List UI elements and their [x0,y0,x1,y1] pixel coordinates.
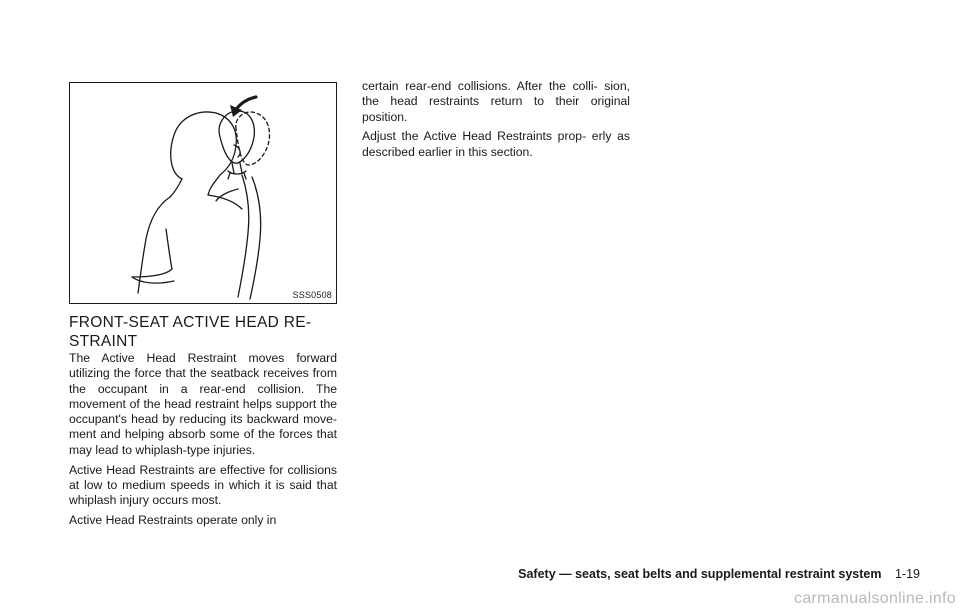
paragraph: The Active Head Restraint moves forward utilizing the force that the seatback receives from the occupant in a rear-end collision. The movement of the head restraint helps support the occupant's head by reducing its backward move- ment and helping absorb some of the forces that may lead to whiplash-type injuries. [69,351,337,457]
paragraph: certain rear-end collisions. After the colli- sion, the head restraints return to their original position. [362,79,630,124]
paragraph: Adjust the Active Head Restraints prop- erly as described earlier in this section. [362,129,630,159]
head-restraint-illustration [70,83,336,303]
seatback [238,175,249,297]
occupant-shoulder [208,195,242,209]
watermark: carmanualsonline.info [794,590,956,607]
paragraph: Active Head Restraints are effective for collisions at low to medium speeds in which it is said that whiplash injury occurs most. [69,462,337,508]
right-column [362,79,630,165]
head-restraint-figure [69,82,337,304]
occupant-back [138,197,170,293]
paragraph: Active Head Restraints operate only in [69,513,277,528]
left-column [69,351,337,533]
occupant-neck [170,179,182,197]
occupant-arm [132,229,172,277]
section-heading: FRONT-SEAT ACTIVE HEAD RE- STRAINT [69,314,312,350]
page-footer [518,567,920,581]
page-number: 1-19 [894,567,920,581]
footer-section-title: Safety — seats, seat belts and supplemental restraint system [518,567,882,581]
headrest-moved [236,112,270,165]
figure-code: SSS0508 [292,290,332,300]
